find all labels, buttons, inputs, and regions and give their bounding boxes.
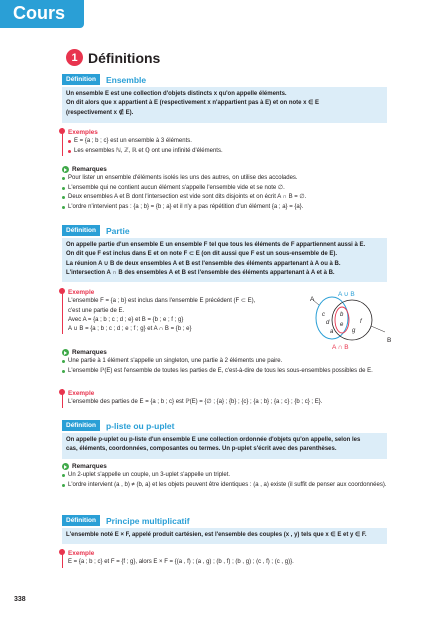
venn-element: e <box>340 322 344 328</box>
chapter-banner <box>0 0 84 28</box>
definition-line: Un ensemble E est une collection d'objets distincts x qu'on appelle éléments. <box>66 91 287 97</box>
venn-element: f <box>360 319 362 325</box>
definition-title: Ensemble <box>105 74 147 85</box>
venn-set-b <box>332 300 372 340</box>
example-line: A ∪ B = {a ; b ; c ; d ; e ; f ; g} et A ∩ B = {b ; e} <box>68 326 192 333</box>
remarks-block-3 <box>62 462 392 490</box>
definition-box-ensemble <box>62 87 387 123</box>
definition-tag: Définition <box>62 74 100 85</box>
remarks-title: Remarques <box>72 463 107 470</box>
example-marker <box>59 549 65 555</box>
definition-tag: Définition <box>62 225 100 236</box>
arrow-bullet-icon <box>62 166 69 173</box>
venn-element: a <box>330 329 334 335</box>
banner-label: Cours <box>13 3 66 23</box>
definition-heading-principe-multiplicatif <box>62 515 190 526</box>
remarks-heading <box>62 348 392 357</box>
remark-item: L'ensemble qui ne contient aucun élément s'appelle l'ensemble vide et se note ∅. <box>62 184 392 193</box>
page-number: 338 <box>14 596 26 603</box>
remark-item: L'ordre n'intervient pas : {a ; b} = {b ; a} et il n'y a pas répétition d'un élément {a ; a} = {a}. <box>62 203 392 212</box>
remark-item: Pour lister un ensemble d'éléments isolés les uns des autres, on utilise des accolades. <box>62 174 392 183</box>
example-line: E = {a ; b ; c} et F = {f ; g}, alors E × F = {(a , f) ; (a , g) ; (b , f) ; (b , g) ; (c , f) ; (c , g)}. <box>68 559 294 566</box>
remarks-title: Remarques <box>72 349 107 356</box>
definition-tag: Définition <box>62 420 100 431</box>
remarks-heading <box>62 165 392 174</box>
definition-line: On appelle partie d'un ensemble E un ensemble F tel que tous les éléments de F appartiennent aussi à E. <box>66 242 366 248</box>
example-block-2 <box>62 288 292 334</box>
definition-title: Partie <box>105 225 130 236</box>
example-title: Exemple <box>68 390 95 397</box>
example-line: L'ensemble F = {a ; b} est inclus dans l'ensemble E précédent (F ⊂ E), <box>68 298 256 305</box>
remark-item: Deux ensembles A et B dont l'intersection est vide sont dits disjoints et on écrit A ∩ B = ∅. <box>62 193 392 202</box>
definition-line: cas, éléments, coordonnées, composantes ou termes. Un p-uplet s'écrit avec des parenthèses. <box>66 446 337 453</box>
venn-intersection <box>335 307 349 333</box>
definition-heading-ensemble <box>62 74 146 85</box>
section-number: 1 <box>66 49 83 66</box>
example-block-3 <box>62 389 392 408</box>
remarks-heading <box>62 462 392 471</box>
remarks-block-1 <box>62 165 392 212</box>
remark-item: Une partie à 1 élément s'appelle un singleton, une partie à 2 éléments une paire. <box>62 357 392 366</box>
example-item: E = {a ; b ; c} est un ensemble à 3 éléments. <box>68 137 392 146</box>
example-title: Exemple <box>68 289 95 296</box>
venn-label-intersection: A ∩ B <box>332 344 349 351</box>
remark-item: Un 2-uplet s'appelle un couple, un 3-uplet s'appelle un triplet. <box>62 471 392 480</box>
definition-title: Principe multiplicatif <box>105 515 190 526</box>
venn-label-b: B <box>387 337 392 344</box>
remarks-title: Remarques <box>72 166 107 173</box>
example-item: Les ensembles ℕ, ℤ, ℝ et ℚ ont une infinité d'éléments. <box>68 147 392 156</box>
definition-heading-partie <box>62 225 130 236</box>
definition-line: On appelle p-uplet ou p-liste d'un ensemble E une collection ordonnée d'objets qu'on appelle, selon les <box>66 437 361 443</box>
venn-element: c <box>322 312 325 318</box>
definition-line: On dit alors que x appartient à E (respectivement x n'appartient pas à E) et on note x ∈ E <box>66 100 320 107</box>
example-line: L'ensemble des parties de E = {a ; b ; c} est ℙ(E) = {∅ ; {a} ; {b} ; {c} ; {a ; b} ; {a ; c} ; {b ; c} ; E}. <box>68 399 323 406</box>
venn-element: d <box>326 320 330 326</box>
definition-heading-p-uplet <box>62 420 174 431</box>
definition-tag: Définition <box>62 515 100 526</box>
venn-element: b <box>340 312 344 318</box>
venn-label-union: A ∪ B <box>338 291 355 298</box>
example-marker <box>59 389 65 395</box>
example-line: c'est une partie de E. <box>68 307 125 314</box>
example-marker <box>59 288 65 294</box>
remarks-block-2 <box>62 348 392 376</box>
venn-pointer-b <box>371 326 385 332</box>
example-block-1 <box>62 128 392 156</box>
example-title: Exemples <box>68 129 98 136</box>
example-marker <box>59 128 65 134</box>
definition-title: p-liste ou p-uplet <box>105 420 175 431</box>
definition-line: On dit que F est inclus dans E et on note F ⊂ E (on dit aussi que F est un sous-ensemble de E). <box>66 251 338 258</box>
definition-line: La réunion A ∪ B de deux ensembles A et B est l'ensemble des éléments appartenant à A ou à B. <box>66 260 341 267</box>
remark-item: L'ensemble ℙ(E) est l'ensemble de toutes les parties de E, c'est-à-dire de tous les sous-ensembles possibles de E. <box>62 367 392 376</box>
arrow-bullet-icon <box>62 463 69 470</box>
definition-box-p-uplet <box>62 433 387 459</box>
section-heading <box>66 49 160 66</box>
example-line: Avec A = {a ; b ; c ; d ; e} et B = {b ; e ; f ; g} <box>68 316 184 323</box>
venn-element: g <box>352 328 356 334</box>
definition-line: L'ensemble noté E × F, appelé produit cartésien, est l'ensemble des couples (x , y) tels que x ∈ E et y ∈ F. <box>66 532 367 538</box>
venn-label-a: A <box>310 296 315 303</box>
section-title: Définitions <box>88 49 161 66</box>
example-block-4 <box>62 549 392 568</box>
definition-line: (respectivement x ∉ E). <box>66 109 134 116</box>
definition-box-partie <box>62 238 387 282</box>
definition-box-principe-multiplicatif <box>62 528 387 544</box>
arrow-bullet-icon <box>62 349 69 356</box>
venn-diagram <box>300 286 396 352</box>
example-title: Exemple <box>68 550 95 557</box>
remark-item: L'ordre intervient (a , b) ≠ (b, a) et les objets peuvent être identiques : (a , a) existe (il suffit de penser aux coordonnées). <box>62 481 392 490</box>
definition-line: L'intersection A ∩ B des ensembles A et B est l'ensemble des éléments appartenant à A et à B. <box>66 269 335 276</box>
